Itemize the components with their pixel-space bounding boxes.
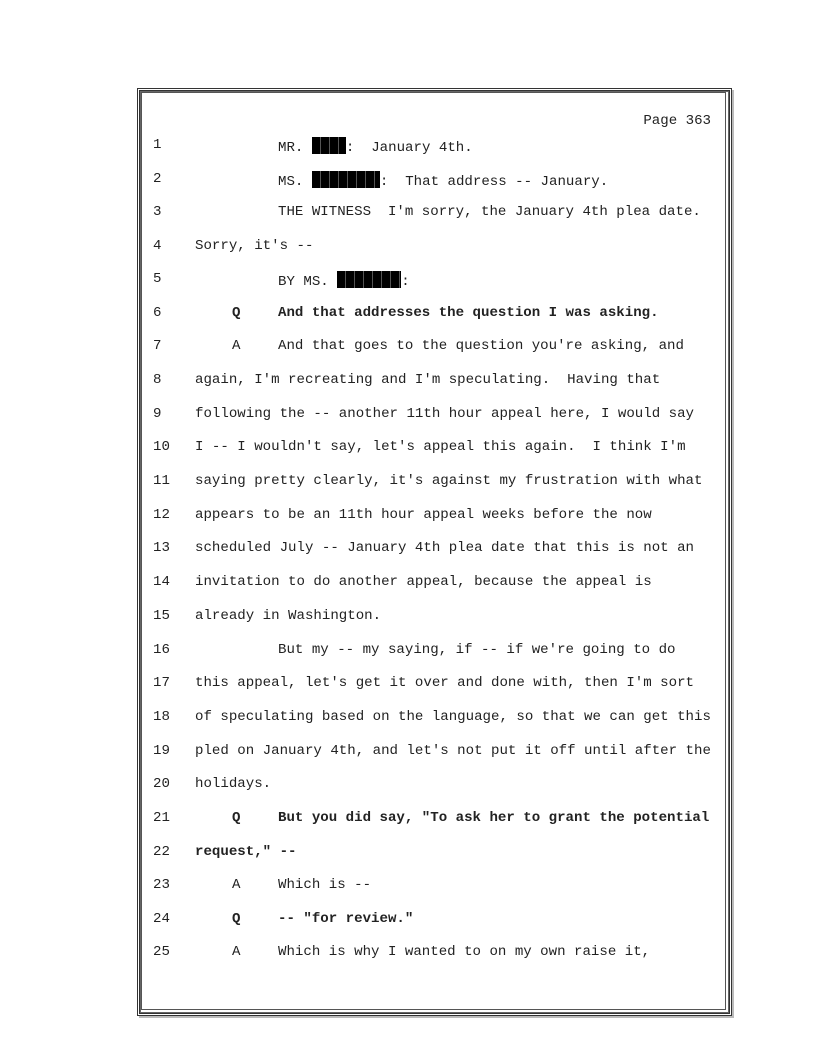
redaction [337,271,401,288]
line-text: following the -- another 11th hour appeal here, I would say [195,406,694,422]
line-text: : January 4th. [345,140,473,156]
line-number: 15 [153,608,170,624]
line-number: 13 [153,540,170,556]
line-number: 6 [153,305,162,321]
transcript-line [0,137,816,157]
speaker: MR. [278,140,312,156]
qa-marker: Q [232,810,241,826]
transcript-line [0,844,816,864]
line-number: 16 [153,642,170,658]
transcript-line [0,473,816,493]
line-number: 12 [153,507,170,523]
transcript-line [0,507,816,527]
line-text: THE WITNESS I'm sorry, the January 4th plea date. [278,204,701,220]
line-number: 5 [153,271,162,287]
line-text: already in Washington. [195,608,382,624]
transcript-line [0,810,816,830]
transcript-line [0,743,816,763]
line-text: Sorry, it's -- [195,238,314,254]
transcript-line [0,877,816,897]
transcript-line [0,675,816,695]
transcript-line [0,305,816,325]
line-text: But my -- my saying, if -- if we're going to do [278,642,676,658]
transcript-line [0,171,816,191]
transcript-line [0,406,816,426]
line-number: 22 [153,844,170,860]
line-text: And that addresses the question I was asking. [278,305,659,321]
line-number: 24 [153,911,170,927]
redaction [312,137,346,154]
line-text: appears to be an 11th hour appeal weeks before the now [195,507,652,523]
line-text: But you did say, "To ask her to grant the potential [278,810,710,826]
line-number: 8 [153,372,162,388]
line-text: holidays. [195,776,272,792]
line-text: this appeal, let's get it over and done with, then I'm sort [195,675,694,691]
line-number: 11 [153,473,170,489]
transcript-line [0,540,816,560]
line-text: pled on January 4th, and let's not put it off until after the [195,743,711,759]
line-text: saying pretty clearly, it's against my frustration with what [195,473,703,489]
line-number: 14 [153,574,170,590]
line-number: 17 [153,675,170,691]
transcript-line [0,439,816,459]
transcript-line [0,776,816,796]
transcript-line [0,944,816,964]
transcript-line [0,911,816,931]
speaker: BY MS. [278,274,338,290]
line-text: request," -- [195,844,297,860]
transcript-line [0,608,816,628]
transcript-line [0,338,816,358]
qa-marker: A [232,338,241,354]
line-text: invitation to do another appeal, because the appeal is [195,574,652,590]
line-number: 25 [153,944,170,960]
qa-marker: A [232,944,241,960]
line-text: And that goes to the question you're asking, and [278,338,684,354]
line-number: 4 [153,238,162,254]
line-text: Which is -- [278,877,372,893]
line-text: of speculating based on the language, so that we can get this [195,709,711,725]
transcript-line [0,271,816,291]
line-text: -- "for review." [278,911,414,927]
line-number: 20 [153,776,170,792]
page-number: Page 363 [643,113,711,129]
line-number: 9 [153,406,162,422]
line-text: I -- I wouldn't say, let's appeal this again. I think I'm [195,439,686,455]
line-text: Which is why I wanted to on my own raise it, [278,944,651,960]
qa-marker: Q [232,305,241,321]
line-number: 23 [153,877,170,893]
line-number: 3 [153,204,162,220]
line-number: 1 [153,137,162,153]
line-number: 18 [153,709,170,725]
line-text: : [401,274,410,290]
transcript-line [0,574,816,594]
line-number: 21 [153,810,170,826]
line-number: 19 [153,743,170,759]
transcript-line [0,204,816,224]
transcript-line [0,709,816,729]
speaker: MS. [278,174,312,190]
redaction [312,171,380,188]
qa-marker: Q [232,911,241,927]
line-number: 10 [153,439,170,455]
transcript-line [0,238,816,258]
transcript-line [0,372,816,392]
line-number: 2 [153,171,162,187]
line-text: scheduled July -- January 4th plea date that this is not an [195,540,694,556]
line-text: : That address -- January. [379,174,609,190]
qa-marker: A [232,877,241,893]
transcript-line [0,642,816,662]
line-number: 7 [153,338,162,354]
line-text: again, I'm recreating and I'm speculating. Having that [195,372,661,388]
